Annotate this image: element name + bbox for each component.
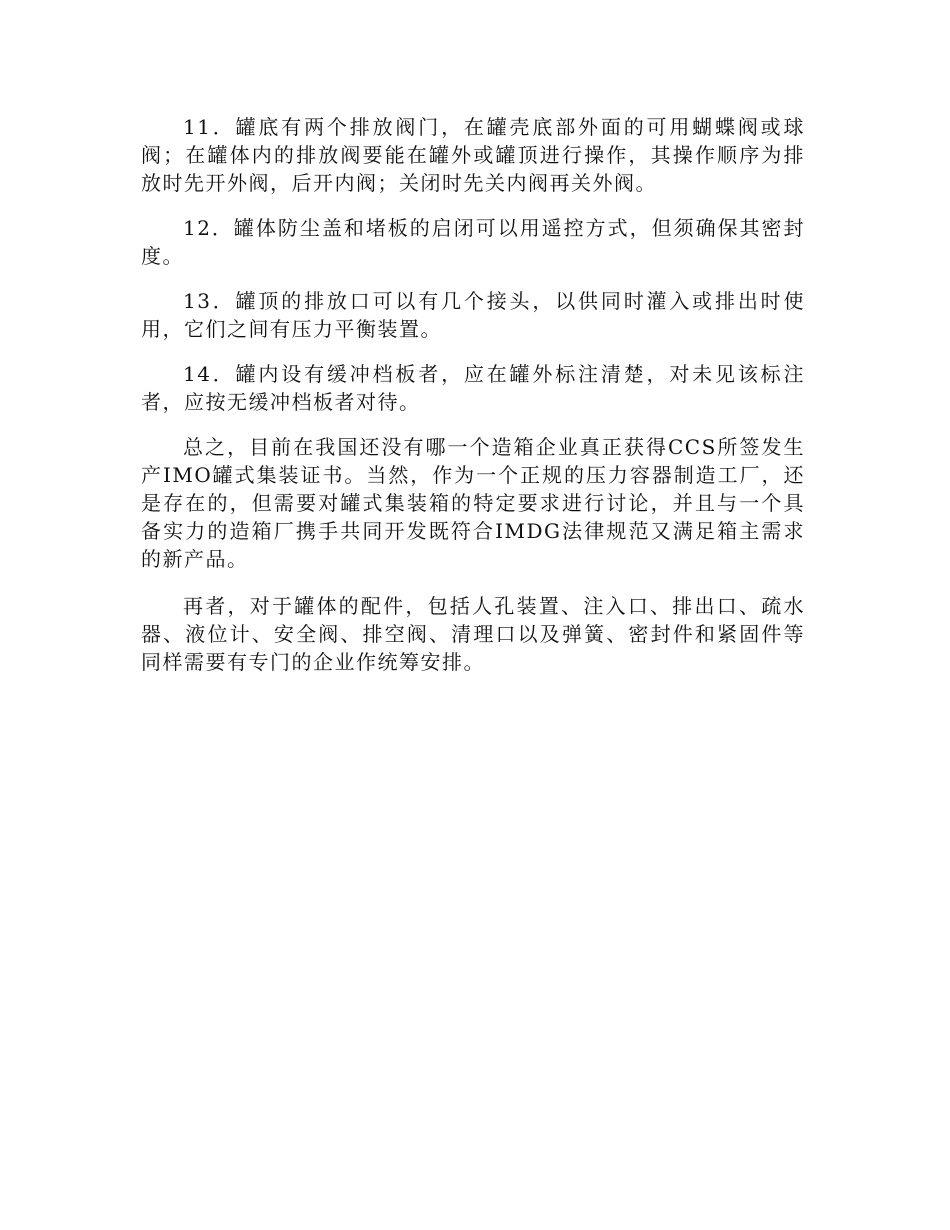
- paragraph-summary: 总之，目前在我国还没有哪一个造箱企业真正获得CCS所签发生产IMO罐式集装证书。当然，作为一个正规的压力容器制造工厂，还是存在的，但需要对罐式集装箱的特定要求进行讨论，并且与一个具备实力的造箱厂携手共同开发既符合IMDG法律规范又满足箱主需求的新产品。: [141, 435, 805, 571]
- paragraph-item-12: 12．罐体防尘盖和堵板的启闭可以用遥控方式，但须确保其密封度。: [141, 216, 805, 268]
- document-body: [141, 113, 805, 693]
- paragraph-item-13: 13．罐顶的排放口可以有几个接头，以供同时灌入或排出时使用，它们之间有压力平衡装置。: [141, 289, 805, 341]
- paragraph-item-11: 11．罐底有两个排放阀门，在罐壳底部外面的可用蝴蝶阀或球阀；在罐体内的排放阀要能在罐外或罐顶进行操作，其操作顺序为排放时先开外阀，后开内阀；关闭时先关内阀再关外阀。: [141, 115, 805, 195]
- paragraph-item-14: 14．罐内设有缓冲档板者，应在罐外标注清楚，对未见该标注者，应按无缓冲档板者对待。: [141, 362, 805, 414]
- paragraph-accessories: 再者，对于罐体的配件，包括人孔装置、注入口、排出口、疏水器、液位计、安全阀、排空阀、清理口以及弹簧、密封件和紧固件等同样需要有专门的企业作统筹安排。: [141, 594, 805, 674]
